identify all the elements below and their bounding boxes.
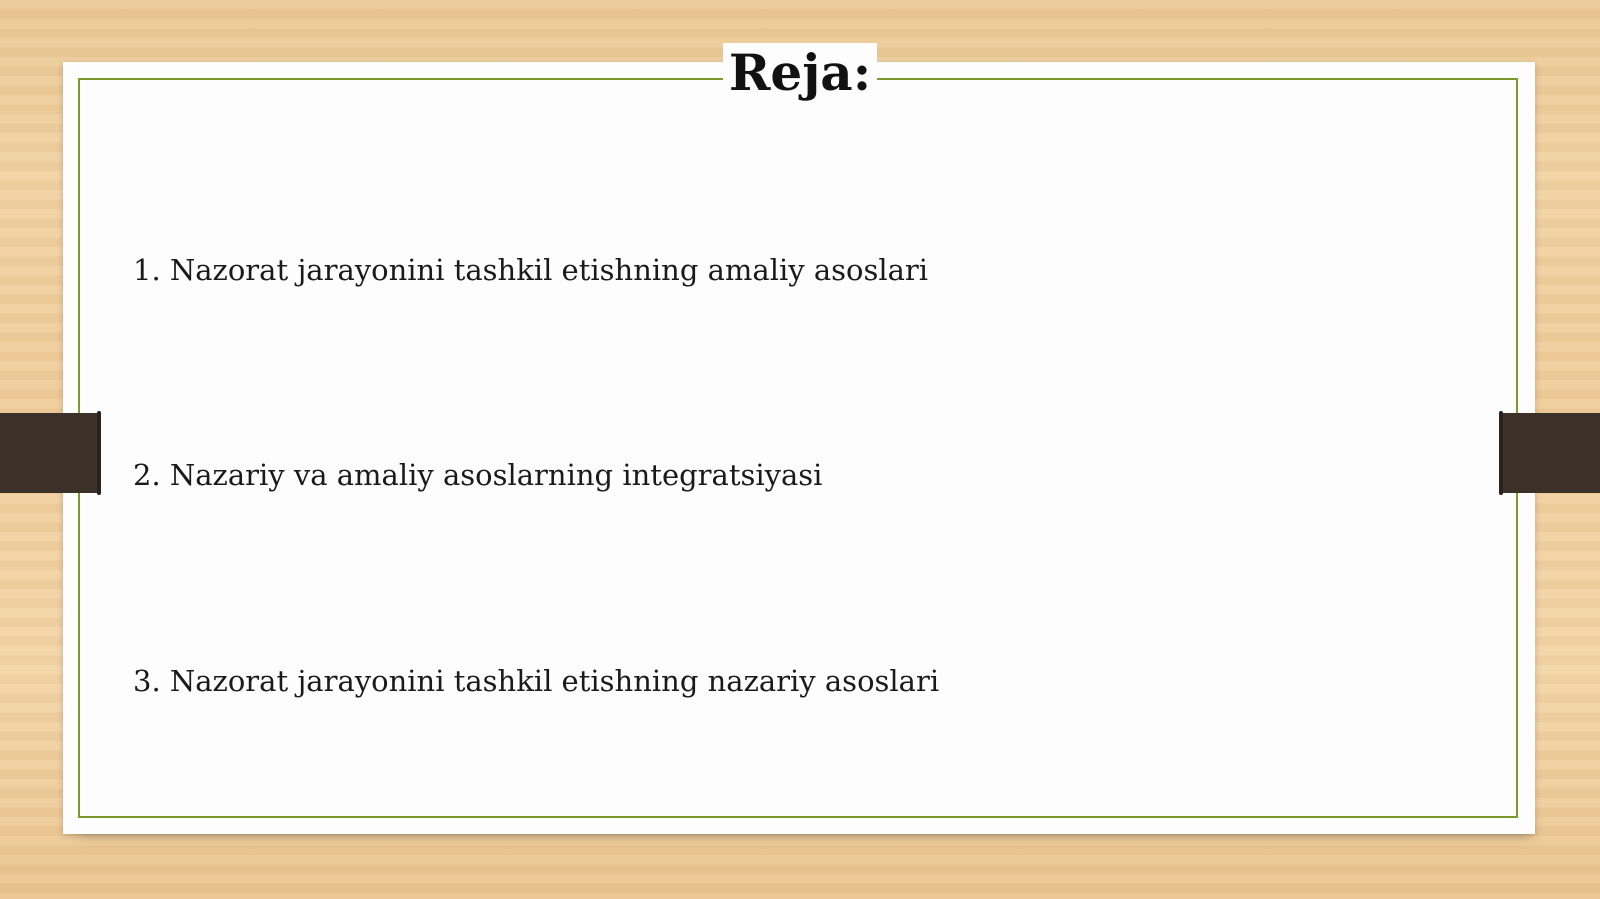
plan-item-number: 1. [133, 253, 161, 287]
slide-title-text: Reja: [723, 43, 877, 102]
plan-item-1 [133, 250, 928, 290]
plan-item-text: Nazariy va amaliy asoslarning integratsiyasi [169, 458, 823, 492]
right-tab-decoration [1500, 413, 1600, 493]
left-tab-decoration [0, 413, 100, 493]
plan-item-number: 3. [133, 664, 161, 698]
slide-title [0, 40, 1600, 106]
plan-item-number: 2. [133, 458, 161, 492]
plan-item-3 [133, 661, 939, 701]
plan-item-text: Nazorat jarayonini tashkil etishning nazariy asoslari [169, 664, 940, 698]
plan-item-text: Nazorat jarayonini tashkil etishning amaliy asoslari [169, 253, 929, 287]
plan-item-2 [133, 455, 822, 495]
slide-frame-border [78, 78, 1518, 818]
